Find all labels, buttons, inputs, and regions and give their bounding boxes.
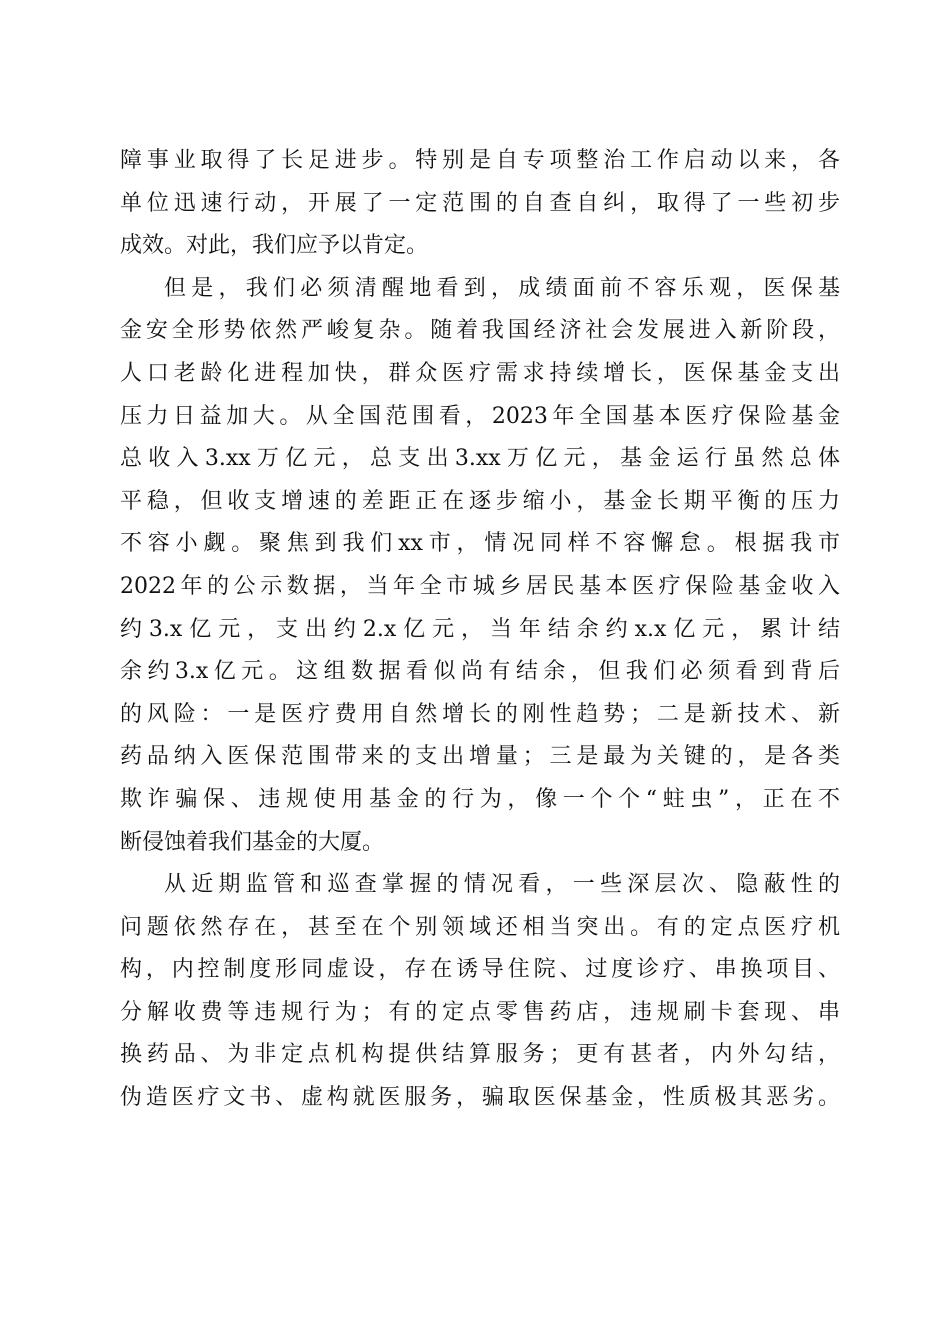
text-line: 断侵蚀着我们基金的大厦。 — [120, 829, 385, 855]
paragraph — [120, 268, 840, 864]
text-line: 的风险：一是医疗费用自然增长的刚性趋势；二是新技术、新 — [120, 701, 840, 727]
text-line: 伪造医疗文书、虚构就医服务，骗取医保基金，性质极其恶劣。 — [120, 1085, 840, 1111]
text-line: 成效。对此，我们应予以肯定。 — [120, 233, 429, 259]
text-line: 金安全形势依然严峻复杂。随着我国经济社会发展进入新阶段， — [120, 318, 840, 344]
text-line: 总收入3.xx万亿元，总支出3.xx万亿元，基金运行虽然总体 — [120, 446, 840, 472]
text-line: 问题依然存在，甚至在个别领域还相当突出。有的定点医疗机 — [120, 914, 840, 940]
paragraph — [120, 864, 840, 1120]
text-line: 不容小觑。聚焦到我们xx市，情况同样不容懈怠。根据我市 — [120, 531, 840, 557]
text-line: 2022年的公示数据，当年全市城乡居民基本医疗保险基金收入 — [120, 573, 840, 599]
text-line: 人口老龄化进程加快，群众医疗需求持续增长，医保基金支出 — [120, 360, 840, 386]
text-line: 障事业取得了长足进步。特别是自专项整治工作启动以来，各 — [120, 148, 840, 173]
text-line: 换药品、为非定点机构提供结算服务；更有甚者，内外勾结， — [120, 1042, 840, 1068]
text-line: 分解收费等违规行为；有的定点零售药店，违规刷卡套现、串 — [120, 999, 840, 1025]
text-line: 欺诈骗保、违规使用基金的行为，像一个个“蛀虫”，正在不 — [120, 786, 840, 812]
text-line: 从近期监管和巡查掌握的情况看，一些深层次、隐蔽性的 — [164, 872, 840, 898]
document-body — [120, 140, 840, 1120]
text-line: 构，内控制度形同虚设，存在诱导住院、过度诊疗、串换项目、 — [120, 957, 840, 983]
text-line: 余约3.x亿元。这组数据看似尚有结余，但我们必须看到背后 — [120, 659, 840, 685]
paragraph — [120, 140, 840, 268]
text-line: 药品纳入医保范围带来的支出增量；三是最为关键的，是各类 — [120, 744, 840, 770]
text-line: 压力日益加大。从全国范围看，2023年全国基本医疗保险基金 — [120, 403, 840, 429]
text-line: 约3.x亿元，支出约2.x亿元，当年结余约x.x亿元，累计结 — [120, 616, 840, 642]
text-line: 平稳，但收支增速的差距正在逐步缩小，基金长期平衡的压力 — [120, 488, 840, 514]
text-line: 单位迅速行动，开展了一定范围的自查自纠，取得了一些初步 — [120, 190, 840, 216]
text-line: 但是，我们必须清醒地看到，成绩面前不容乐观，医保基 — [164, 275, 840, 301]
